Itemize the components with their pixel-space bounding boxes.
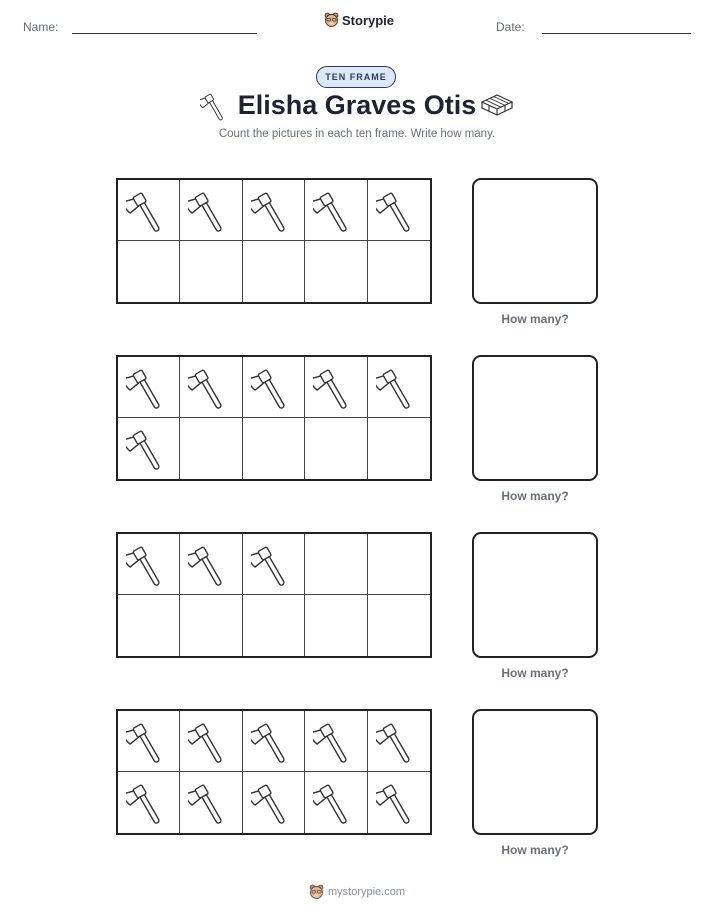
frame-cell	[368, 357, 430, 418]
axe-icon	[313, 364, 357, 414]
frame-cell	[243, 534, 305, 595]
frame-cell	[180, 357, 242, 418]
answer-box-4[interactable]	[472, 709, 598, 835]
frame-cell	[368, 418, 430, 479]
brand-name: Storypie	[342, 12, 395, 28]
axe-icon	[126, 779, 170, 829]
axe-icon	[251, 364, 295, 414]
how-many-label: How many?	[501, 666, 569, 680]
axe-icon	[251, 779, 295, 829]
frame-cell	[305, 711, 367, 772]
how-many-label: How many?	[501, 489, 569, 503]
frame-cell	[243, 241, 305, 302]
axe-icon	[313, 187, 357, 237]
how-many-label: How many?	[501, 843, 569, 857]
name-line[interactable]	[72, 33, 257, 34]
frame-cell	[180, 534, 242, 595]
frame-cell	[305, 772, 367, 833]
frame-cell	[118, 241, 180, 302]
axe-icon	[376, 779, 420, 829]
axe-icon	[313, 779, 357, 829]
ten-frame-badge: TEN FRAME	[316, 66, 396, 88]
worksheet-title: Elisha Graves Otis	[237, 90, 477, 120]
axe-icon	[188, 364, 232, 414]
pallet-icon	[480, 92, 514, 118]
footer-url: mystorypie.com	[327, 886, 406, 898]
frame-cell	[305, 595, 367, 656]
bear-icon	[324, 12, 339, 28]
answer-box-2[interactable]	[472, 355, 598, 481]
ten-frame-3	[116, 532, 432, 658]
frame-cell	[243, 357, 305, 418]
frame-cell	[180, 418, 242, 479]
axe-icon	[376, 718, 420, 768]
ten-frame-2	[116, 355, 432, 481]
axe-icon	[376, 364, 420, 414]
axe-icon	[126, 718, 170, 768]
axe-icon	[251, 187, 295, 237]
frame-cell	[118, 595, 180, 656]
frame-cell	[243, 595, 305, 656]
frame-cell	[118, 357, 180, 418]
frame-cell	[180, 772, 242, 833]
frame-cell	[243, 180, 305, 241]
how-many-label: How many?	[501, 312, 569, 326]
axe-icon	[313, 718, 357, 768]
footer	[0, 884, 714, 900]
ten-frame-4	[116, 709, 432, 835]
name-label: Name:	[23, 20, 59, 34]
brand-logo	[324, 12, 394, 28]
frame-cell	[118, 534, 180, 595]
frame-cell	[243, 772, 305, 833]
axe-icon	[126, 425, 170, 475]
axe-icon	[251, 541, 295, 591]
axe-icon	[188, 187, 232, 237]
axe-icon	[188, 541, 232, 591]
frame-cell	[368, 180, 430, 241]
frame-cell	[118, 772, 180, 833]
frame-cell	[243, 418, 305, 479]
frame-cell	[180, 241, 242, 302]
frame-cell	[368, 534, 430, 595]
frame-cell	[180, 595, 242, 656]
frame-cell	[180, 711, 242, 772]
frame-cell	[368, 595, 430, 656]
axe-icon	[188, 718, 232, 768]
bear-icon	[309, 884, 324, 900]
frame-cell	[243, 711, 305, 772]
axe-icon	[126, 187, 170, 237]
frame-cell	[368, 772, 430, 833]
frame-cell	[180, 180, 242, 241]
frame-cell	[368, 241, 430, 302]
ten-frame-1	[116, 178, 432, 304]
instructions: Count the pictures in each ten frame. Write how many.	[218, 128, 496, 140]
frame-cell	[305, 241, 367, 302]
frame-cell	[368, 711, 430, 772]
axe-icon	[251, 718, 295, 768]
date-line[interactable]	[542, 33, 691, 34]
frame-cell	[118, 180, 180, 241]
frame-cell	[118, 711, 180, 772]
axe-icon	[376, 187, 420, 237]
axe-icon	[188, 779, 232, 829]
frame-cell	[305, 180, 367, 241]
axe-icon	[126, 364, 170, 414]
frame-cell	[305, 534, 367, 595]
frame-cell	[305, 418, 367, 479]
answer-box-1[interactable]	[472, 178, 598, 304]
date-label: Date:	[496, 20, 525, 34]
axe-icon	[126, 541, 170, 591]
frame-cell	[118, 418, 180, 479]
answer-box-3[interactable]	[472, 532, 598, 658]
frame-cell	[305, 357, 367, 418]
